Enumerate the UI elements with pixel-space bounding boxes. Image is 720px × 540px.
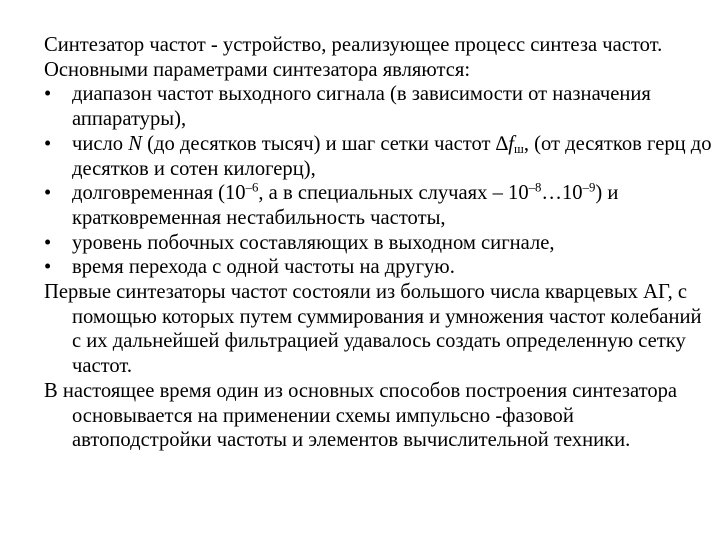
bullet-text-part: , (от десятков герц до десятков и сотен килогерц), [72, 132, 712, 180]
bullet-spurious-components [44, 231, 712, 256]
symbol-f: f [508, 132, 514, 155]
modern-approach-paragraph: В настоящее время один из основных способов построения синтезатора основывается на применении схемы импульсно -фазовой автоподстройки частоты и элементов вычислительной техники. [44, 379, 678, 452]
bullet-text-part: число [72, 132, 129, 155]
bullet-text-part: (до десятков тысяч) и шаг сетки частот [142, 132, 496, 155]
bullet-text: время перехода с одной частоты на другую. [72, 256, 455, 279]
bullet-marker: • [44, 256, 52, 279]
bullet-number-and-step [44, 132, 712, 181]
bullet-text-part: , а в специальных случаях – 10 [258, 182, 529, 205]
slide-text-body [44, 33, 712, 453]
bullet-marker: • [44, 132, 52, 155]
bullet-stability [44, 181, 712, 230]
bullet-marker: • [44, 182, 52, 205]
history-paragraph: Первые синтезаторы частот состояли из большого числа кварцевых АГ, с помощью которых путем суммирования и умножения частот колебаний с их дальнейшей фильтрацией удавалось создать определенную сетку частот. [44, 281, 702, 378]
bullet-marker: • [44, 231, 52, 254]
bullet-text: уровень побочных составляющих в выходном сигнале, [72, 231, 555, 254]
bullet-text-part: долговременная (10 [72, 182, 246, 205]
parameters-intro: Основными параметрами синтезатора являются: [44, 58, 471, 81]
exponent: –8 [528, 180, 542, 195]
bullet-text-part: ) и кратковременная нестабильность частоты, [72, 182, 619, 229]
exponent: –9 [582, 180, 596, 195]
definition-paragraph: Синтезатор частот - устройство, реализующее процесс синтеза частот. [44, 34, 663, 56]
bullet-text-part: …10 [541, 182, 583, 205]
bullet-frequency-range [44, 82, 712, 131]
bullet-text: диапазон частот выходного сигнала (в зависимости от назначения аппаратуры), [72, 83, 651, 131]
exponent: –6 [245, 180, 259, 195]
bullet-marker: • [44, 83, 52, 106]
subscript-sh: ш [513, 142, 524, 156]
bullet-switching-time [44, 255, 712, 280]
symbol-n: N [128, 132, 142, 155]
delta-symbol: ∆ [495, 132, 509, 155]
